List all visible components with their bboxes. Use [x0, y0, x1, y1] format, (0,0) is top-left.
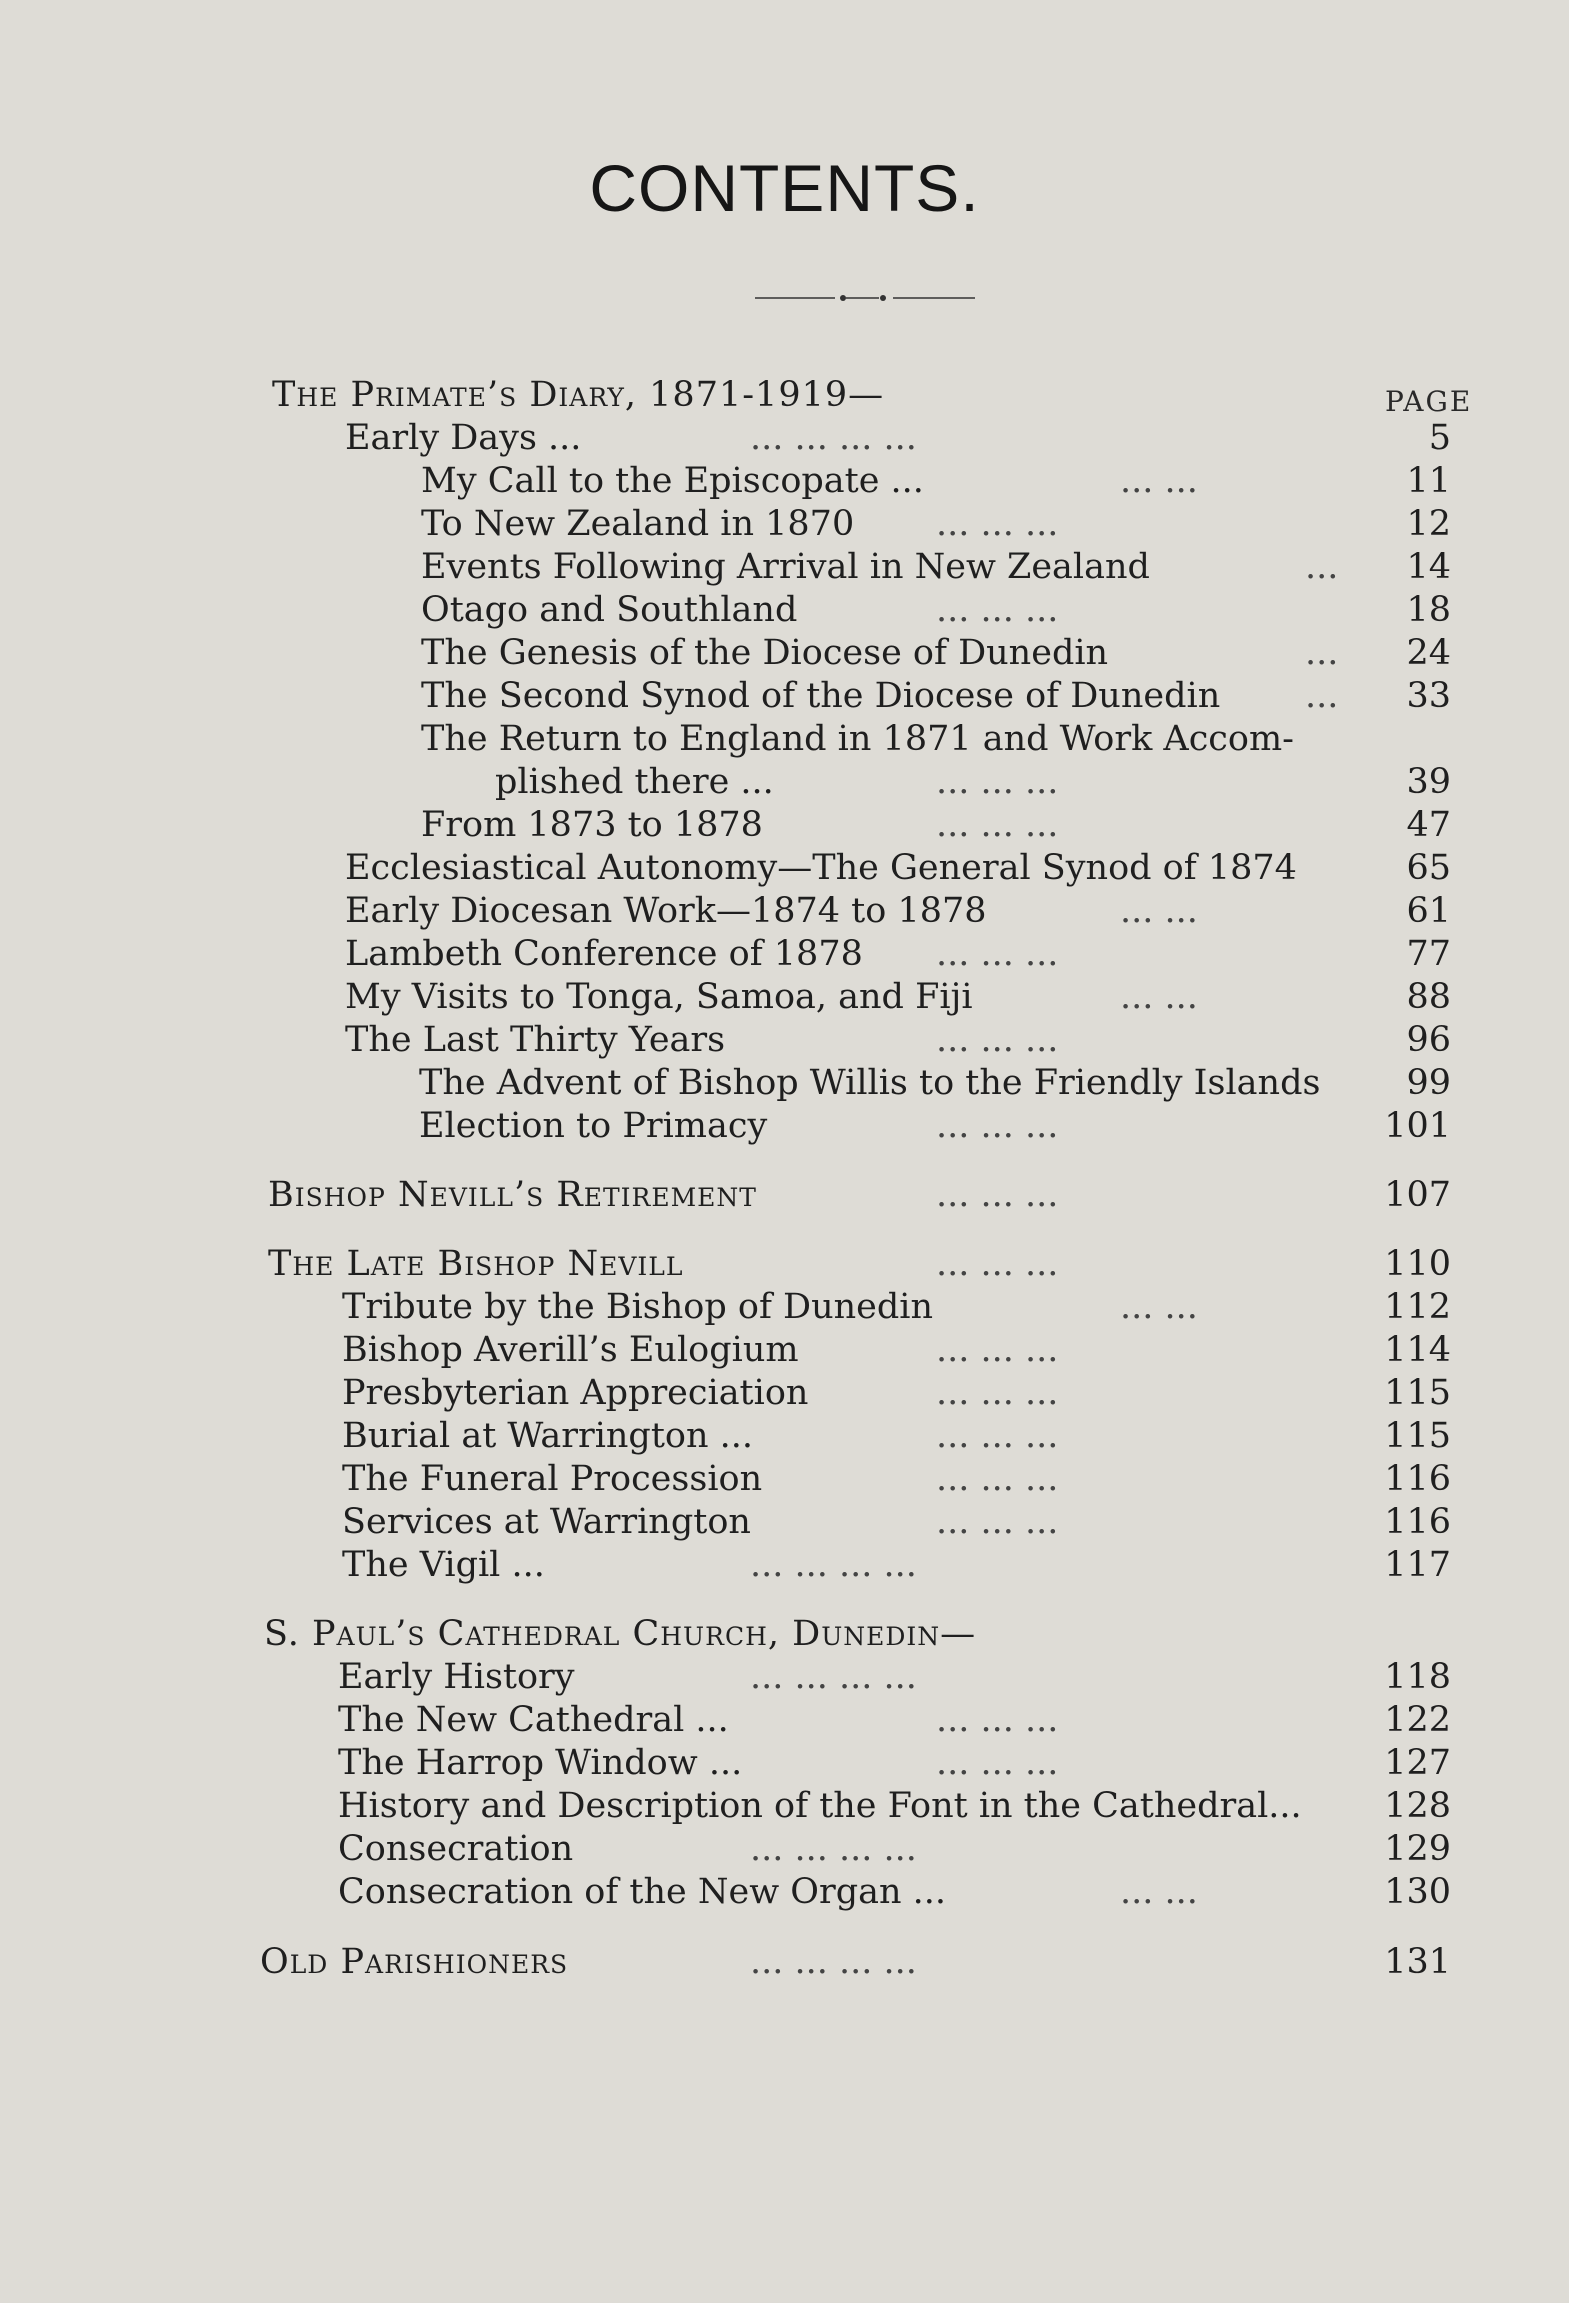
toc-entry-page: 131 — [1384, 1942, 1451, 1982]
toc-entry-label: The Second Synod of the Diocese of Dunedin — [421, 676, 1221, 716]
toc-entry — [0, 846, 1569, 890]
toc-entry-page: 117 — [1384, 1545, 1451, 1585]
toc-entry-page: 47 — [1406, 805, 1451, 845]
toc-entry-label: Consecration of the New Organ ... — [338, 1872, 947, 1912]
toc-entry-page: 39 — [1406, 762, 1451, 802]
toc-entry-label: To New Zealand in 1870 — [421, 504, 855, 544]
toc-entry-page: 11 — [1406, 461, 1451, 501]
toc-entry-page: 99 — [1406, 1063, 1451, 1103]
toc-entry — [0, 1784, 1569, 1828]
toc-entry-page: 14 — [1406, 547, 1451, 587]
toc-entry — [0, 1061, 1569, 1105]
leader-dots: ... ... ... — [936, 1373, 1059, 1413]
leader-dots: ... ... — [1120, 977, 1198, 1017]
toc-entry-label: The Primate’s Diary, 1871-1919— — [272, 375, 885, 415]
toc-entry-label: The Last Thirty Years — [345, 1020, 726, 1060]
leader-dots: ... ... — [1120, 891, 1198, 931]
toc-entry-label: My Visits to Tonga, Samoa, and Fiji — [345, 977, 973, 1017]
toc-entry — [0, 1328, 1569, 1372]
toc-entry — [0, 588, 1569, 632]
toc-entry-label: The Late Bishop Nevill — [268, 1244, 684, 1284]
toc-entry-page: 96 — [1406, 1020, 1451, 1060]
toc-entry-label: Early Diocesan Work—1874 to 1878 — [345, 891, 987, 931]
toc-entry-page: 5 — [1428, 418, 1451, 458]
toc-entry-page: 127 — [1384, 1743, 1451, 1783]
toc-entry-label: Burial at Warrington ... — [342, 1416, 754, 1456]
leader-dots: ... ... ... — [936, 1416, 1059, 1456]
toc-entry-page: 107 — [1384, 1175, 1451, 1215]
leader-dots: ... ... ... — [936, 762, 1059, 802]
leader-dots: ... ... ... ... — [750, 1545, 917, 1585]
toc-entry-page: 116 — [1384, 1502, 1451, 1542]
toc-entry-label: Early History — [338, 1657, 575, 1697]
toc-entry — [0, 1414, 1569, 1458]
leader-dots: ... ... ... — [936, 1106, 1059, 1146]
toc-entry-page: 101 — [1384, 1106, 1451, 1146]
leader-dots: ... ... ... — [936, 1244, 1059, 1284]
toc-entry-label: The Funeral Procession — [342, 1459, 763, 1499]
toc-entry-label: Lambeth Conference of 1878 — [345, 934, 863, 974]
toc-entry-label: Presbyterian Appreciation — [342, 1373, 809, 1413]
toc-entry — [0, 502, 1569, 546]
toc-entry-page: 65 — [1406, 848, 1451, 888]
toc-entry-label: Early Days ... — [345, 418, 582, 458]
toc-entry-page: 115 — [1384, 1373, 1451, 1413]
toc-entry — [0, 803, 1569, 847]
leader-dots: ... ... ... — [936, 1459, 1059, 1499]
leader-dots: ... ... ... — [936, 504, 1059, 544]
page-title: CONTENTS. — [589, 151, 980, 225]
toc-entry — [0, 1940, 1569, 1984]
toc-entry-page: 24 — [1406, 633, 1451, 673]
toc-entry — [0, 1018, 1569, 1062]
toc-entry-page: 129 — [1384, 1829, 1451, 1869]
toc-entry-page: 110 — [1384, 1244, 1451, 1284]
toc-entry-label: From 1873 to 1878 — [421, 805, 763, 845]
toc-entry — [0, 674, 1569, 718]
toc-entry-label: The Genesis of the Diocese of Dunedin — [421, 633, 1109, 673]
toc-entry — [0, 1543, 1569, 1587]
leader-dots: ... ... ... — [936, 1330, 1059, 1370]
ornament-divider — [755, 291, 975, 305]
toc-entry — [0, 1285, 1569, 1329]
toc-entry — [0, 373, 1569, 417]
toc-entry — [0, 1457, 1569, 1501]
toc-entry-page: 12 — [1406, 504, 1451, 544]
toc-entry-page: 116 — [1384, 1459, 1451, 1499]
toc-entry — [0, 975, 1569, 1019]
toc-entry — [0, 1500, 1569, 1544]
toc-entry — [0, 631, 1569, 675]
toc-entry-label: Bishop Averill’s Eulogium — [342, 1330, 799, 1370]
toc-entry — [0, 1870, 1569, 1914]
toc-entry-page: 118 — [1384, 1657, 1451, 1697]
toc-entry-page: 122 — [1384, 1700, 1451, 1740]
toc-entry-label: Old Parishioners — [260, 1942, 569, 1982]
toc-entry-page: 88 — [1406, 977, 1451, 1017]
toc-entry — [0, 717, 1569, 761]
toc-entry-label: Services at Warrington — [342, 1502, 751, 1542]
leader-dots: ... — [1305, 633, 1339, 673]
toc-entry-label: plished there ... — [495, 762, 774, 802]
leader-dots: ... ... ... — [936, 1502, 1059, 1542]
toc-entry-label: The Harrop Window ... — [338, 1743, 743, 1783]
toc-entry-page: 61 — [1406, 891, 1451, 931]
toc-entry — [0, 1698, 1569, 1742]
toc-entry-page: 18 — [1406, 590, 1451, 630]
leader-dots: ... ... ... — [936, 1700, 1059, 1740]
toc-entry — [0, 1612, 1569, 1656]
toc-entry-label: History and Description of the Font in the Cathedral... — [338, 1786, 1302, 1826]
toc-entry-page: 128 — [1384, 1786, 1451, 1826]
toc-entry-page: 114 — [1384, 1330, 1451, 1370]
toc-entry-label: Otago and Southland — [421, 590, 798, 630]
toc-entry — [0, 416, 1569, 460]
toc-entry-label: Tribute by the Bishop of Dunedin — [342, 1287, 934, 1327]
leader-dots: ... ... — [1120, 461, 1198, 501]
toc-entry — [0, 889, 1569, 933]
leader-dots: ... ... ... ... — [750, 418, 917, 458]
leader-dots: ... ... ... — [936, 1743, 1059, 1783]
leader-dots: ... ... ... ... — [750, 1829, 917, 1869]
toc-entry — [0, 932, 1569, 976]
toc-entry — [0, 1827, 1569, 1871]
toc-entry — [0, 459, 1569, 503]
toc-entry-label: The Vigil ... — [342, 1545, 545, 1585]
toc-entry-label: Events Following Arrival in New Zealand — [421, 547, 1150, 587]
toc-entry — [0, 1741, 1569, 1785]
toc-entry-label: The Return to England in 1871 and Work Accom- — [421, 719, 1294, 759]
toc-entry-label: Consecration — [338, 1829, 574, 1869]
toc-entry-label: The Advent of Bishop Willis to the Friendly Islands — [419, 1063, 1321, 1103]
leader-dots: ... ... ... ... — [750, 1942, 917, 1982]
toc-entry-label: Ecclesiastical Autonomy—The General Synod of 1874 — [345, 848, 1297, 888]
toc-entry-page: 130 — [1384, 1872, 1451, 1912]
toc-entry — [0, 545, 1569, 589]
toc-entry-page: 112 — [1384, 1287, 1451, 1327]
toc-entry-label: My Call to the Episcopate ... — [421, 461, 924, 501]
toc-entry-label: Bishop Nevill’s Retirement — [268, 1175, 757, 1215]
leader-dots: ... ... ... — [936, 1020, 1059, 1060]
toc-entry — [0, 1655, 1569, 1699]
leader-dots: ... — [1305, 547, 1339, 587]
toc-entry-label: S. Paul’s Cathedral Church, Dunedin— — [264, 1614, 977, 1654]
leader-dots: ... ... ... ... — [750, 1657, 917, 1697]
toc-entry — [0, 1371, 1569, 1415]
leader-dots: ... ... ... — [936, 934, 1059, 974]
toc-entry-page: 77 — [1406, 934, 1451, 974]
leader-dots: ... ... ... — [936, 1175, 1059, 1215]
toc-entry-label: Election to Primacy — [419, 1106, 768, 1146]
toc-entry-page: 115 — [1384, 1416, 1451, 1456]
toc-entry — [0, 1173, 1569, 1217]
page-column-heading: PAGE — [1385, 385, 1473, 418]
leader-dots: ... ... — [1120, 1287, 1198, 1327]
toc-entry — [0, 760, 1569, 804]
leader-dots: ... — [1305, 676, 1339, 716]
toc-entry — [0, 1104, 1569, 1148]
leader-dots: ... ... ... — [936, 805, 1059, 845]
toc-entry — [0, 1242, 1569, 1286]
leader-dots: ... ... — [1120, 1872, 1198, 1912]
toc-entry-label: The New Cathedral ... — [338, 1700, 729, 1740]
toc-entry-page: 33 — [1406, 676, 1451, 716]
leader-dots: ... ... ... — [936, 590, 1059, 630]
